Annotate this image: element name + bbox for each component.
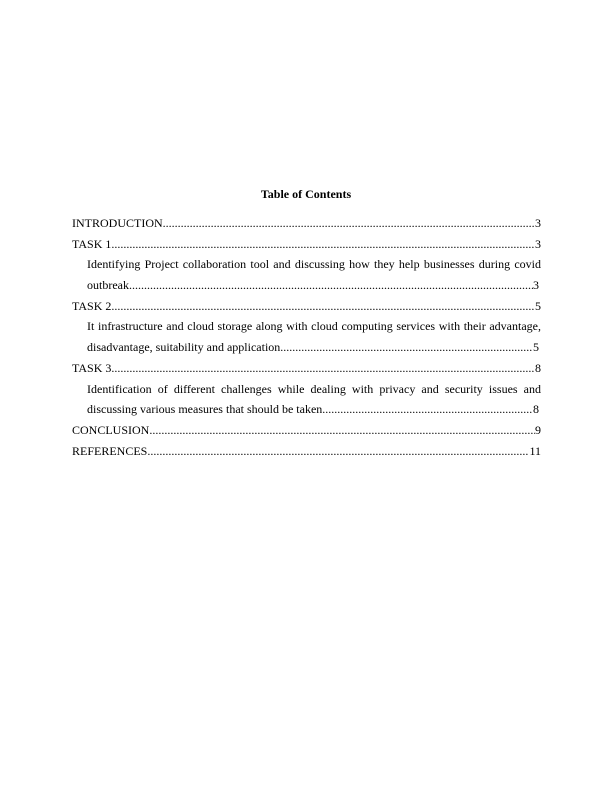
leader-dots xyxy=(129,275,533,296)
leader-dots xyxy=(280,337,533,358)
toc-entry-label: disadvantage, suitability and application xyxy=(87,340,281,355)
toc-entry-introduction[interactable] xyxy=(72,213,541,234)
toc-entry-label: TASK 3 xyxy=(72,360,112,375)
toc-page-number: 3 xyxy=(535,216,541,230)
toc-page-number: 5 xyxy=(535,298,541,313)
leader-dots xyxy=(111,296,535,317)
leader-dots xyxy=(147,441,529,462)
toc-subentry-cloud-line1[interactable]: It infrastructure and cloud storage along with cloud computing services with their advantage, xyxy=(87,319,541,334)
toc-page-number: 3 xyxy=(535,236,541,251)
toc-entry-label: REFERENCES xyxy=(72,443,148,458)
toc-page-number: 8 xyxy=(533,402,539,417)
toc-page-number: 9 xyxy=(535,422,541,437)
toc-page-number: 3 xyxy=(533,278,539,293)
toc-entry-label: CONCLUSION xyxy=(72,422,150,437)
toc-entry-label: INTRODUCTION xyxy=(72,216,163,230)
toc-entry-conclusion[interactable] xyxy=(72,420,541,441)
toc-subentry-privacy-line1[interactable]: Identification of different challenges while dealing with privacy and security issues and xyxy=(87,381,541,396)
leader-dots xyxy=(111,234,535,255)
toc-entry-label: TASK 2 xyxy=(72,298,112,313)
toc-entry-task-3[interactable] xyxy=(72,358,541,379)
leader-dots xyxy=(322,399,533,420)
toc-entry-references[interactable] xyxy=(72,441,541,462)
toc-page-number: 11 xyxy=(529,443,541,458)
toc-entry-label: TASK 1 xyxy=(72,236,112,251)
toc-subentry-privacy[interactable] xyxy=(72,399,541,420)
toc-subentry-cloud[interactable] xyxy=(72,337,541,358)
toc-title: Table of Contents xyxy=(260,187,352,201)
toc-page-number: 5 xyxy=(533,340,539,355)
toc-page-number: 8 xyxy=(535,360,541,375)
toc-entry-task-2[interactable] xyxy=(72,296,541,317)
toc-entry-task-1[interactable] xyxy=(72,234,541,255)
leader-dots xyxy=(163,213,535,234)
leader-dots xyxy=(111,358,535,379)
toc-entry-label: outbreak xyxy=(87,278,129,293)
toc-subentry-collaboration-line1[interactable]: Identifying Project collaboration tool and discussing how they help businesses during covid xyxy=(87,257,541,272)
table-of-contents xyxy=(72,213,541,461)
leader-dots xyxy=(149,420,535,441)
toc-entry-label: discussing various measures that should be taken xyxy=(87,402,323,417)
toc-subentry-collaboration[interactable] xyxy=(72,275,541,296)
